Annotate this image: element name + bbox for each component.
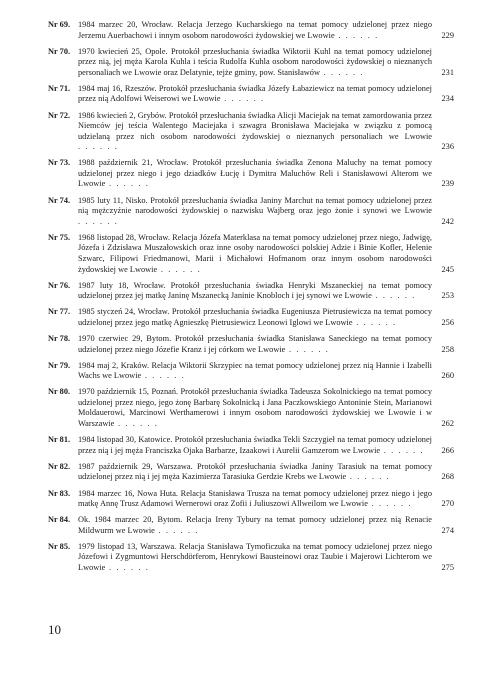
page-number: 10 <box>48 622 61 637</box>
table-of-contents <box>48 20 454 579</box>
toc-entry <box>48 233 454 275</box>
entry-page: 242 <box>441 216 454 226</box>
entry-text-block <box>78 515 432 536</box>
entry-page: 234 <box>441 94 454 104</box>
entry-page: 268 <box>441 472 454 482</box>
toc-entry <box>48 84 454 105</box>
toc-entry <box>48 462 454 483</box>
entry-page: 266 <box>441 445 454 455</box>
toc-entry <box>48 334 454 355</box>
entry-text: 1970 październik 15, Poznań. Protokół przesłuchania świadka Tadeusza Sokolnickiego na temat pomocy udzielonej przez niego, jego żonę Barbarę Sokolnicką i Jana Paczkowskiego Antoninie Stein, Marianowi Moldauerowi, Marcinowi Werthamerowi i innym osobom narodowości żydowskiej we Lwowie i w Warszawie <box>78 387 432 429</box>
dot-leader: . . . . . . <box>334 30 379 40</box>
dot-leader: . . . . . . <box>319 67 365 77</box>
dot-leader: . . . . . . <box>141 371 186 381</box>
toc-entry <box>48 361 454 382</box>
entry-text-block <box>78 196 432 228</box>
entry-text: 1979 listopad 13, Warszawa. Relacja Stanisława Tymoficzuka na temat pomocy udzielonej przez niego Józefowi i Zygmuntowi Herschdörferom, Henrykowi Bausteinowi oraz Taubie i Majerowi Lichterom we Lwowie <box>78 541 432 573</box>
entry-number: Nr 72. <box>48 110 71 120</box>
dot-leader: . . . . . . <box>352 317 397 327</box>
entry-page: 260 <box>441 371 454 381</box>
entry-text-block <box>78 158 432 190</box>
dot-leader: . . . . . . <box>220 94 265 104</box>
entry-number: Nr 78. <box>48 334 71 344</box>
entry-text-block <box>78 489 432 510</box>
toc-entry <box>48 196 454 228</box>
entry-text: 1984 marzec 20, Wrocław. Relacja Jerzego Kucharskiego na temat pomocy udzielonej przez niego Jerzemu Auerbachowi i innym osobom narodowości żydowskiej we Lwowie <box>78 20 432 40</box>
entry-text-block <box>78 233 432 275</box>
dot-leader: . . . . . . <box>346 472 391 482</box>
entry-number: Nr 76. <box>48 280 71 290</box>
entry-text-block <box>78 84 432 105</box>
entry-number: Nr 80. <box>48 387 71 397</box>
entry-text: 1987 październik 29, Warszawa. Protokół przesłuchania świadka Janiny Tarasiuk na temat pomocy udzielonej przez nią i jej męża Kazimierza Tarasiuka Gerdzie Krebs we Lwowie <box>78 461 432 482</box>
dot-leader: . . . . . . <box>105 563 150 573</box>
entry-page: 231 <box>441 67 454 77</box>
entry-text: 1988 październik 21, Wrocław. Protokół przesłuchania świadka Zenona Maluchy na temat pomocy udzielonej przez niego i jego dziadków Łucję i Dymitra Maluchów Reli i Stanisławowi Alterom we Lwowie <box>78 158 432 189</box>
entry-page: 270 <box>441 499 454 509</box>
dot-leader: . . . . . . <box>380 445 425 455</box>
entry-text: 1985 styczeń 24, Wrocław. Protokół przesłuchania świadka Eugeniusza Pietrusiewicza na temat pomocy udzielonej przez jego matkę Agnieszkę Pietrusiewicz Leonowi Iglowi we Lwowie <box>78 307 432 327</box>
entry-text: 1987 luty 18, Wrocław. Protokół przesłuchania świadka Henryki Mszaneckiej na temat pomocy udzielonej przez jej matkę Janinę Mszanecką Janinie Knobloch i jej synowi we Lwowie <box>78 280 432 301</box>
entry-text: 1986 kwiecień 2, Grybów. Protokół przesłuchania świadka Alicji Maciejak na temat zamordowania przez Niemców jej teścia Walentego Maciejaka i szwagra Bronisława Maciejaka w związku z pomocą udzielaną przez nich osobom narodowości żydowskiej o nieznanych personaliach we Lwowie <box>78 110 432 141</box>
entry-text: 1984 maj 2, Kraków. Relacja Wiktorii Skrzypiec na temat pomocy udzielonej przez nią Hannie i Izabelli Wachs we Lwowie <box>78 360 432 381</box>
toc-entry <box>48 47 454 79</box>
entry-text: Ok. 1984 marzec 20, Bytom. Relacja Ireny Tybury na temat pomocy udzielonej przez nią Renacie Mildwurm we Lwowie <box>78 515 432 535</box>
entry-number: Nr 74. <box>48 195 71 205</box>
entry-number: Nr 84. <box>48 515 71 525</box>
toc-entry <box>48 489 454 510</box>
entry-text-block <box>78 435 432 456</box>
dot-leader: . . . . . . <box>371 291 416 301</box>
entry-page: 236 <box>441 142 454 152</box>
entry-text-block <box>78 47 432 79</box>
entry-text-block <box>78 361 432 382</box>
entry-number: Nr 85. <box>48 541 71 551</box>
toc-entry <box>48 515 454 536</box>
entry-text: 1984 maj 16, Rzeszów. Protokół przesłuchania świadka Józefy Łabaziewicz na temat pomocy udzielonej przez nią Adolfowi Weiserowi we Lwowie <box>78 83 432 104</box>
entry-text-block <box>78 111 432 153</box>
toc-entry <box>48 281 454 302</box>
entry-text: 1984 marzec 16, Nowa Huta. Relacja Stanisława Trusza na temat pomocy udzielonej przez niego i jego matkę Annę Trusz Adamowi Wernerowi oraz Zofii i Juliuszowi Allweilom we Lwowie <box>78 488 432 509</box>
entry-number: Nr 70. <box>48 46 71 56</box>
entry-text-block <box>78 334 432 355</box>
entry-text-block <box>78 20 432 41</box>
entry-page: 245 <box>441 264 454 274</box>
entry-number: Nr 83. <box>48 488 71 498</box>
entry-text: 1968 listopad 28, Wrocław. Relacja Józefa Materklasa na temat pomocy udzielonej przez niego, Jadwigę, Józefa i Zdzisława Muszałowskich oraz inne osoby narodowości polskiej Adzie i Binie Kofler, Helenie Szwarc, Filipowi Friedmanowi, Marii i Michałowi Hofmanom oraz innym osobom narodowości żydowskiej we Lwowie <box>78 232 432 274</box>
entry-text-block <box>78 387 432 429</box>
entry-page: 258 <box>441 344 454 354</box>
toc-entry <box>48 542 454 574</box>
toc-entry <box>48 20 454 41</box>
entry-number: Nr 73. <box>48 158 71 168</box>
entry-page: 275 <box>441 563 454 573</box>
dot-leader: . . . . . . <box>157 264 202 274</box>
entry-page: 229 <box>441 30 454 40</box>
toc-entry <box>48 307 454 328</box>
entry-number: Nr 75. <box>48 232 71 242</box>
entry-number: Nr 81. <box>48 435 71 445</box>
entry-text: 1985 luty 11, Nisko. Protokół przesłuchania świadka Janiny Marchut na temat pomocy udzielonej przez nią mężczyźnie narodowości żydowskiej o nazwisku Wajberg oraz jego żonie i synowi we Lwowie <box>78 195 432 216</box>
entry-text: 1970 czerwiec 29, Bytom. Protokół przesłuchania świadka Stanisława Saneckiego na temat pomocy udzielonej przez niego Józefie Kranz i jej córkom we Lwowie <box>78 334 432 354</box>
entry-text-block <box>78 307 432 328</box>
entry-number: Nr 71. <box>48 83 71 93</box>
dot-leader: . . . . . . <box>78 216 119 226</box>
dot-leader: . . . . . . <box>285 344 330 354</box>
toc-entry <box>48 435 454 456</box>
entry-text-block <box>78 281 432 302</box>
entry-text-block <box>78 462 432 483</box>
dot-leader: . . . . . . <box>114 419 159 429</box>
entry-number: Nr 79. <box>48 360 71 370</box>
dot-leader: . . . . . . <box>78 142 119 152</box>
entry-number: Nr 82. <box>48 461 71 471</box>
toc-entry <box>48 387 454 429</box>
entry-page: 253 <box>441 291 454 301</box>
entry-number: Nr 69. <box>48 20 71 29</box>
dot-leader: . . . . . . <box>154 525 199 535</box>
dot-leader: . . . . . . <box>367 499 413 509</box>
entry-text-block <box>78 542 432 574</box>
toc-entry <box>48 111 454 153</box>
entry-number: Nr 77. <box>48 307 71 317</box>
entry-text: 1984 listopad 30, Katowice. Protokół przesłuchania świadka Tekli Szczygieł na temat pomocy udzielonej przez nią i jej męża Franciszka Ojaka Barbarze, Izaakowi i Aurelii Gamzerom we Lwowie <box>78 435 432 455</box>
dot-leader: . . . . . . <box>105 179 150 189</box>
toc-entry <box>48 158 454 190</box>
entry-page: 239 <box>441 179 454 189</box>
entry-page: 274 <box>441 525 454 535</box>
entry-page: 256 <box>441 317 454 327</box>
entry-page: 262 <box>441 419 454 429</box>
entry-text: 1970 kwiecień 25, Opole. Protokół przesłuchania świadka Wiktorii Kuhl na temat pomocy udzielonej przez nią, jej męża Karola Kuhla i teścia Rudolfa Kuhla osobom narodowości żydowskiej o nieznanych personaliach we Lwowie oraz Delatynie, tejże gminy, pow. Stanisławów <box>78 46 432 77</box>
